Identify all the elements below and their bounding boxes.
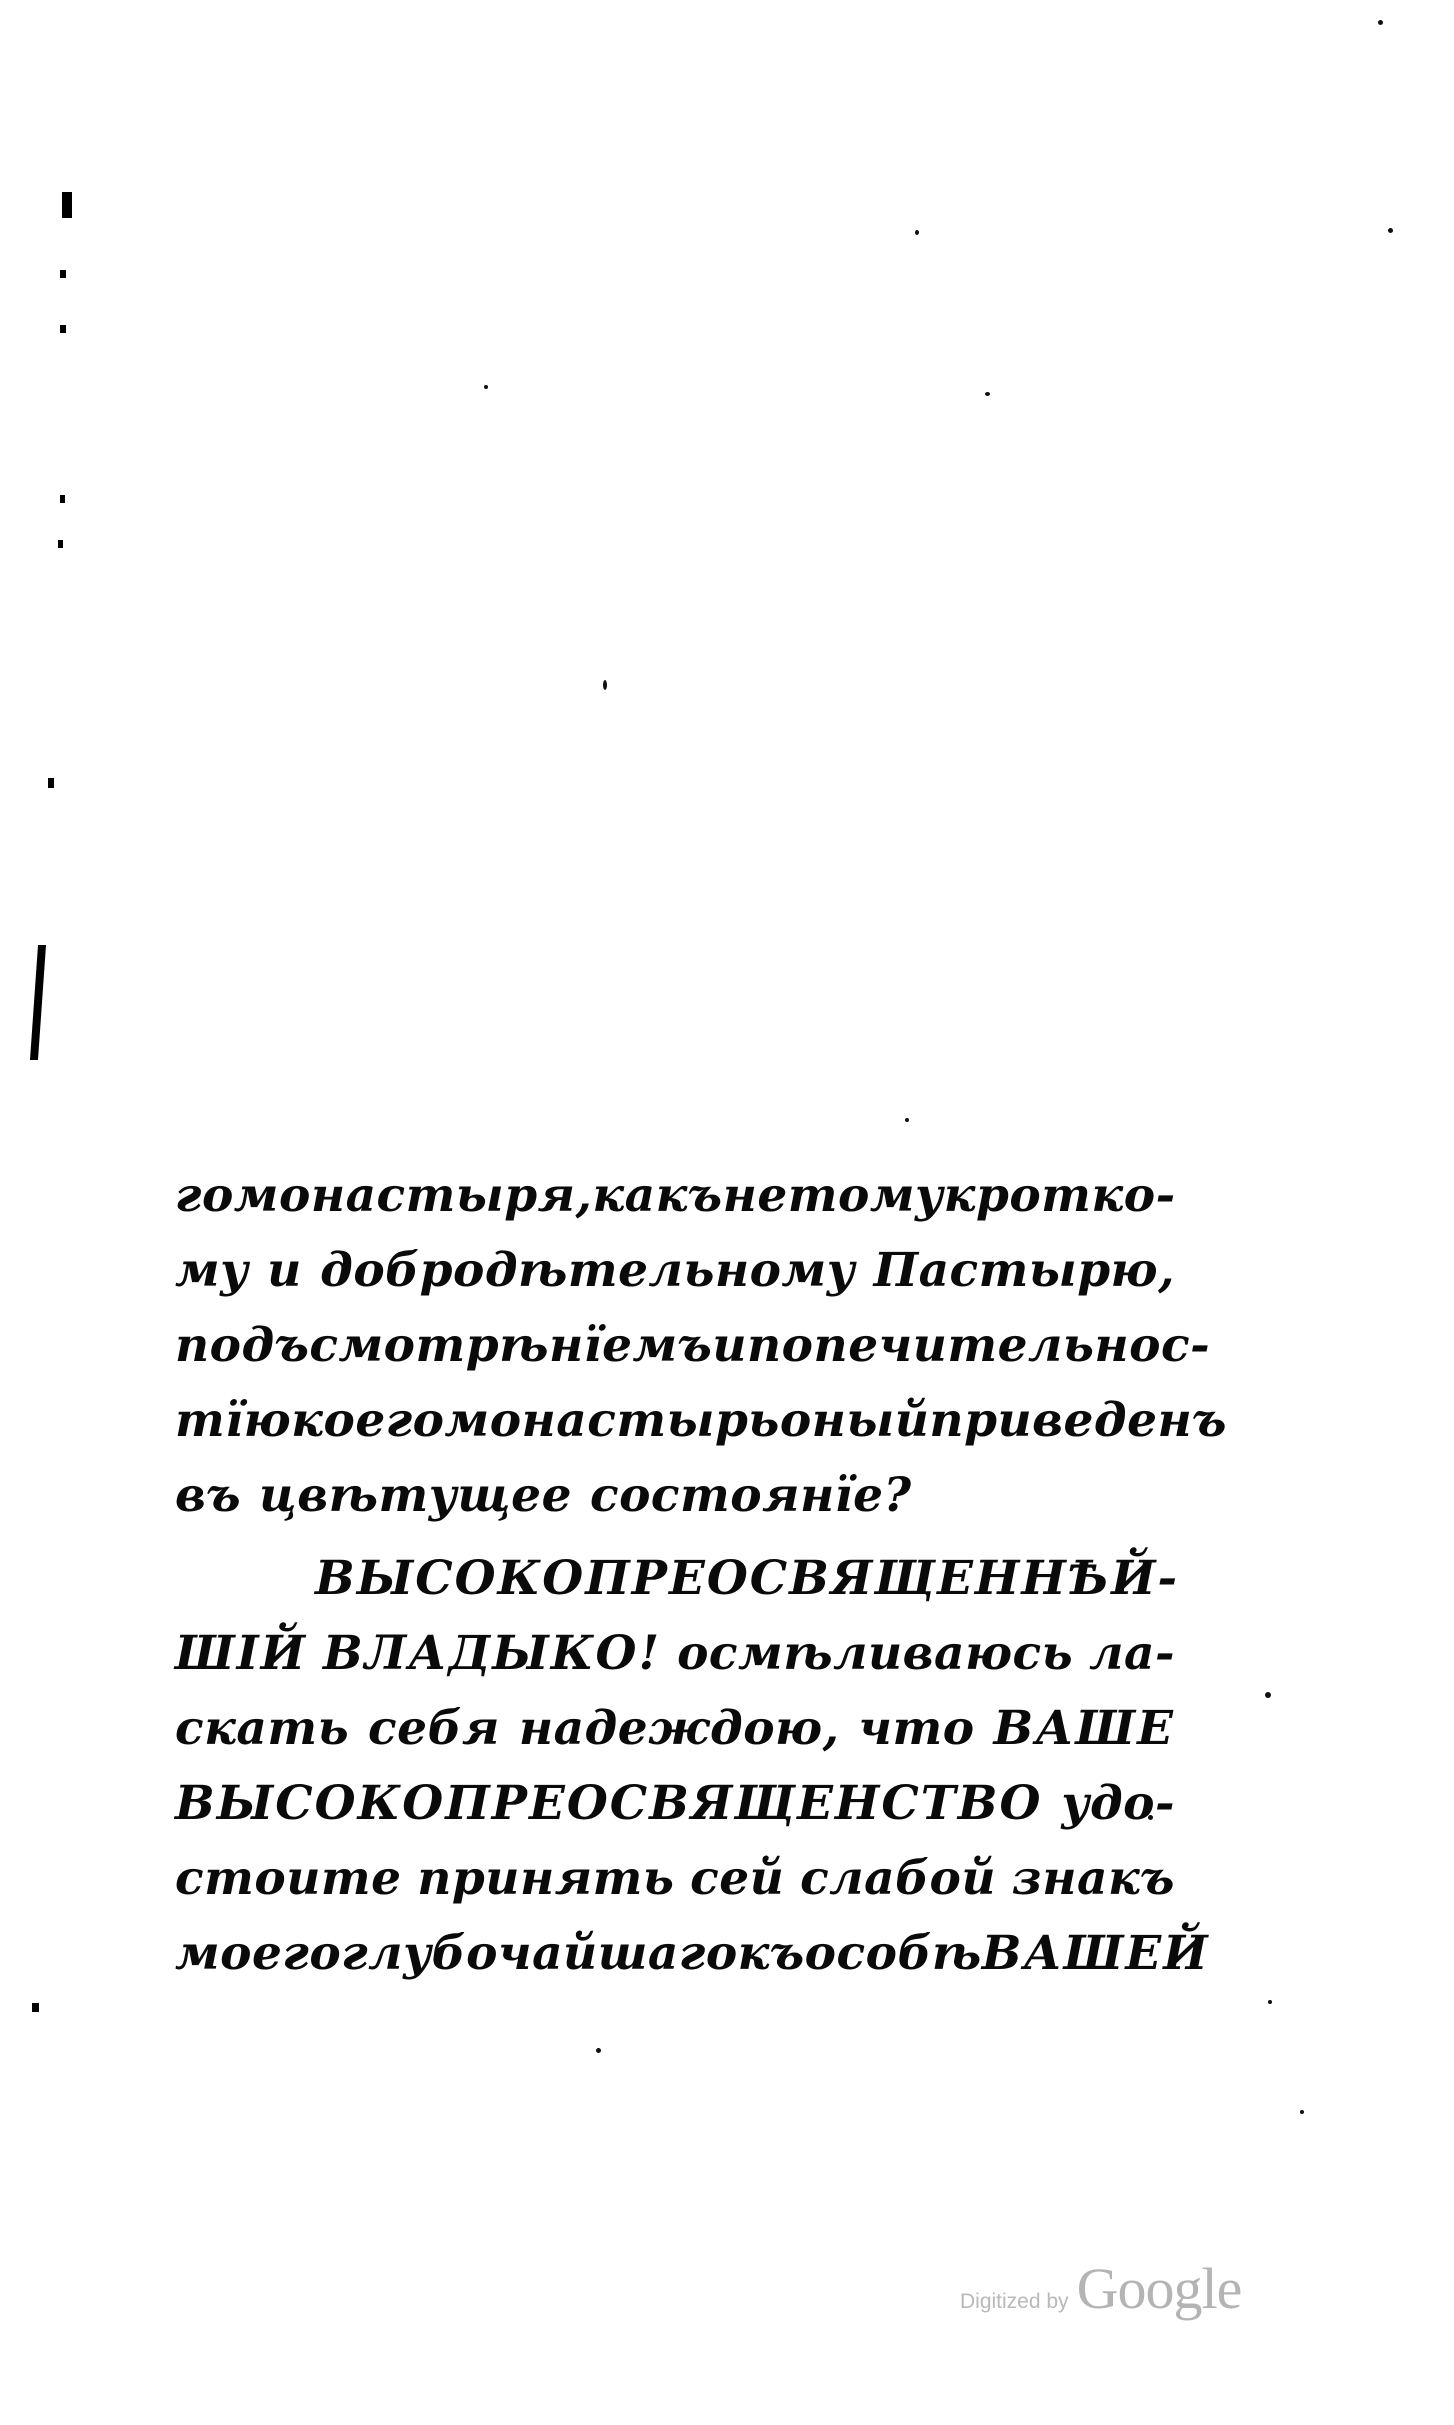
word: смотрѣнїемъ [309, 1318, 713, 1373]
word: себя [368, 1701, 500, 1756]
word: ВЫСОКОПРЕОСВЯЩЕНСТВО [175, 1776, 1043, 1831]
margin-mark [60, 495, 65, 503]
word: подъ [175, 1318, 310, 1373]
word: го [175, 1168, 234, 1223]
word: въ [175, 1468, 242, 1523]
word: ВЛАДЫКО! [322, 1626, 662, 1681]
text-line [175, 1233, 1175, 1308]
digitized-by-watermark [960, 2255, 1241, 2322]
word: что [858, 1701, 975, 1756]
word: ВАШЕ [993, 1701, 1175, 1756]
word: осмѣливаюсь [677, 1626, 1074, 1681]
word: приведенъ [929, 1393, 1227, 1448]
speck [1388, 228, 1393, 233]
word: оный [779, 1393, 930, 1448]
text-line [175, 1841, 1175, 1916]
text-line [175, 1158, 1175, 1233]
speck [1378, 20, 1383, 25]
word: какъ [592, 1168, 723, 1223]
speck [1268, 2000, 1272, 2004]
word: скать [175, 1701, 350, 1756]
word: и [712, 1318, 748, 1373]
word: стоите [175, 1851, 402, 1906]
speck [915, 230, 919, 235]
margin-mark [32, 2003, 39, 2012]
word: глубочайшаго [341, 1926, 738, 1981]
digitized-by-label: Digitized by [960, 2290, 1069, 2313]
word: моего [175, 1926, 342, 1981]
speck [1300, 2110, 1304, 2114]
word: принять [417, 1851, 675, 1906]
margin-mark [48, 778, 54, 788]
word: добродѣтельному [320, 1243, 856, 1298]
word: цвѣтущее [259, 1468, 572, 1523]
text-line [175, 1916, 1210, 1991]
word: ла- [1089, 1626, 1175, 1681]
word: Пастырю, [873, 1243, 1175, 1298]
word: особѣ [804, 1926, 982, 1981]
word: ВЫСОКОПРЕОСВЯЩЕННѢЙ- [315, 1551, 1180, 1606]
word: монастырь [444, 1393, 780, 1448]
speck [484, 385, 488, 389]
word: тїю [175, 1393, 292, 1448]
body-text [175, 1158, 1227, 1991]
word: сей [690, 1851, 785, 1906]
margin-mark [62, 192, 72, 218]
text-line [175, 1383, 1227, 1458]
margin-mark [60, 270, 66, 278]
word: и [267, 1243, 302, 1298]
text-line [175, 1458, 1175, 1533]
word: тому [787, 1168, 944, 1223]
word: знакъ [1011, 1851, 1175, 1906]
margin-mark [60, 325, 66, 333]
word: не [722, 1168, 788, 1223]
speck [985, 392, 990, 396]
speck [1265, 1692, 1271, 1698]
text-line [175, 1691, 1175, 1766]
word: коего [291, 1393, 445, 1448]
word: кротко- [943, 1168, 1176, 1223]
word: попечительнос- [747, 1318, 1211, 1373]
word: состоянїе? [589, 1468, 912, 1523]
speck [596, 2048, 601, 2053]
margin-mark [30, 945, 46, 1060]
text-line [175, 1541, 1180, 1616]
text-line [175, 1766, 1175, 1841]
word: слабой [800, 1851, 997, 1906]
word: монастыря, [233, 1168, 593, 1223]
word: ШІЙ [175, 1626, 307, 1681]
word: удо- [1061, 1776, 1175, 1831]
speck [603, 680, 607, 690]
word: надеждою, [518, 1701, 840, 1756]
word: къ [737, 1926, 805, 1981]
google-logo: Google [1076, 2256, 1242, 2321]
speck [905, 1118, 909, 1122]
text-line [175, 1308, 1211, 1383]
text-line [175, 1616, 1175, 1691]
word: ВАШЕЙ [981, 1926, 1210, 1981]
word: му [175, 1243, 249, 1298]
margin-mark [58, 540, 63, 548]
